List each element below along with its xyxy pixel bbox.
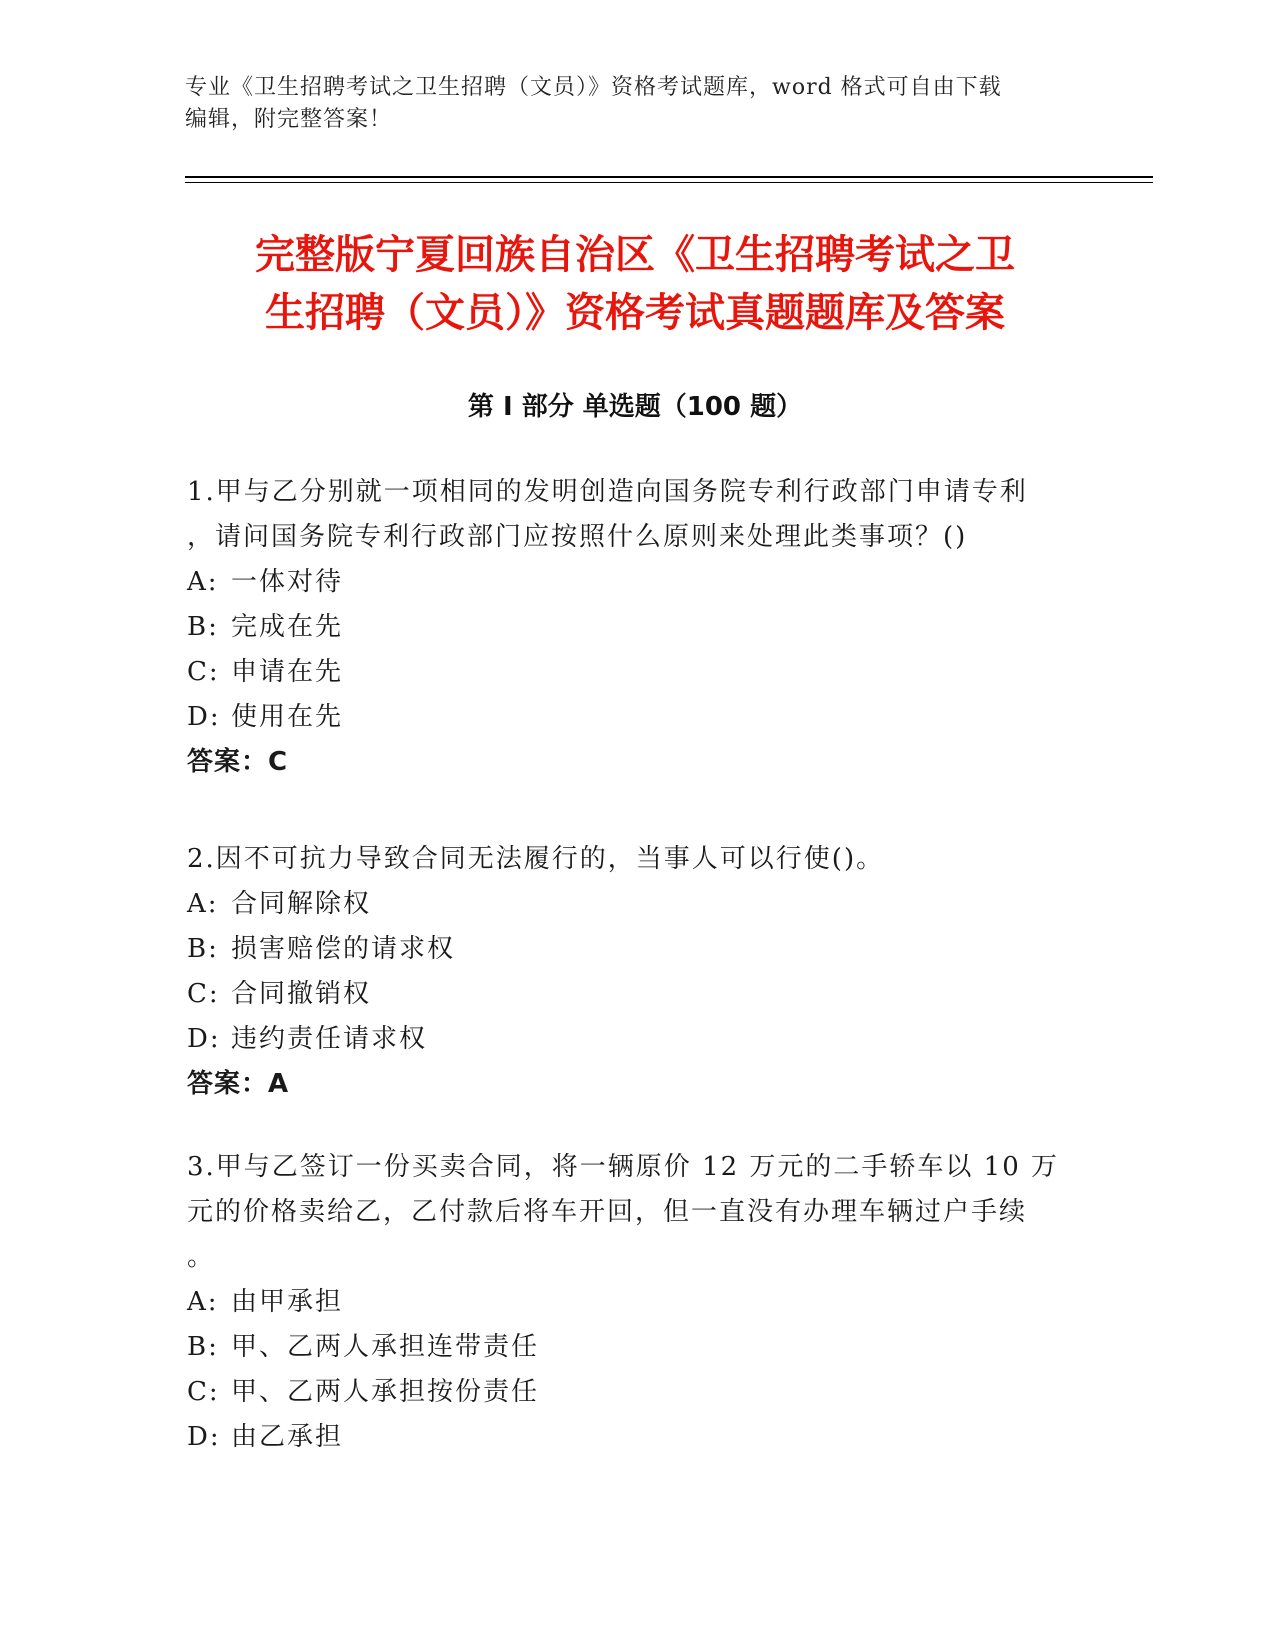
question-stem [187, 837, 1067, 882]
option-text: 损害赔偿的请求权 [231, 934, 456, 964]
option-key: A: [187, 567, 219, 597]
option-key: C: [187, 979, 220, 1009]
option-b [187, 605, 1067, 650]
option-key: B: [187, 612, 219, 642]
option-key: B: [187, 1332, 219, 1362]
question-stem-line: 。 [187, 1242, 216, 1272]
question-3 [187, 1145, 1067, 1460]
option-key: D: [187, 1024, 221, 1054]
option-a [187, 560, 1067, 605]
option-key: D: [187, 1422, 221, 1452]
option-text: 甲、乙两人承担按份责任 [231, 1377, 540, 1407]
option-key: C: [187, 657, 220, 687]
page-header [185, 72, 1065, 136]
header-divider-thin [185, 182, 1153, 183]
option-text: 一体对待 [231, 567, 344, 597]
option-key: A: [187, 1287, 219, 1317]
option-c [187, 650, 1067, 695]
option-key: A: [187, 889, 219, 919]
option-a [187, 882, 1067, 927]
option-text: 合同解除权 [231, 889, 372, 919]
question-stem-line: 元的价格卖给乙，乙付款后将车开回，但一直没有办理车辆过户手续 [187, 1197, 1028, 1227]
option-text: 由甲承担 [231, 1287, 344, 1317]
question-stem-line: 1.甲与乙分别就一项相同的发明创造向国务院专利行政部门申请专利 [187, 477, 1028, 507]
option-key: C: [187, 1377, 220, 1407]
header-divider [185, 176, 1153, 178]
option-c [187, 1370, 1067, 1415]
option-text: 由乙承担 [231, 1422, 344, 1452]
question-stem [187, 1145, 1067, 1280]
header-line-1: 专业《卫生招聘考试之卫生招聘（文员）》资格考试题库，word 格式可自由下载 [185, 75, 1002, 100]
document-title [185, 226, 1085, 342]
question-1 [187, 470, 1067, 785]
option-key: D: [187, 702, 221, 732]
question-stem-line: ，请问国务院专利行政部门应按照什么原则来处理此类事项？() [187, 522, 968, 552]
option-a [187, 1280, 1067, 1325]
option-text: 违约责任请求权 [231, 1024, 428, 1054]
question-stem [187, 470, 1067, 560]
question-stem-line: 3.甲与乙签订一份买卖合同，将一辆原价 12 万元的二手轿车以 10 万 [187, 1152, 1060, 1182]
option-text: 合同撤销权 [231, 979, 372, 1009]
option-d [187, 695, 1067, 740]
option-text: 完成在先 [231, 612, 344, 642]
option-key: B: [187, 934, 219, 964]
question-2 [187, 837, 1067, 1107]
option-b [187, 1325, 1067, 1370]
answer: 答案：A [187, 1069, 290, 1099]
question-stem-line: 2.因不可抗力导致合同无法履行的，当事人可以行使()。 [187, 844, 885, 874]
option-c [187, 972, 1067, 1017]
option-text: 申请在先 [231, 657, 344, 687]
option-text: 使用在先 [231, 702, 344, 732]
section-heading: 第 I 部分 单选题（100 题） [467, 392, 803, 422]
answer: 答案：C [187, 747, 289, 777]
option-d [187, 1415, 1067, 1460]
title-line-1: 完整版宁夏回族自治区《卫生招聘考试之卫 [255, 232, 1015, 278]
option-b [187, 927, 1067, 972]
title-line-2: 生招聘（文员）》资格考试真题题库及答案 [265, 290, 1005, 336]
header-line-2: 编辑，附完整答案！ [185, 107, 393, 132]
option-d [187, 1017, 1067, 1062]
option-text: 甲、乙两人承担连带责任 [231, 1332, 540, 1362]
